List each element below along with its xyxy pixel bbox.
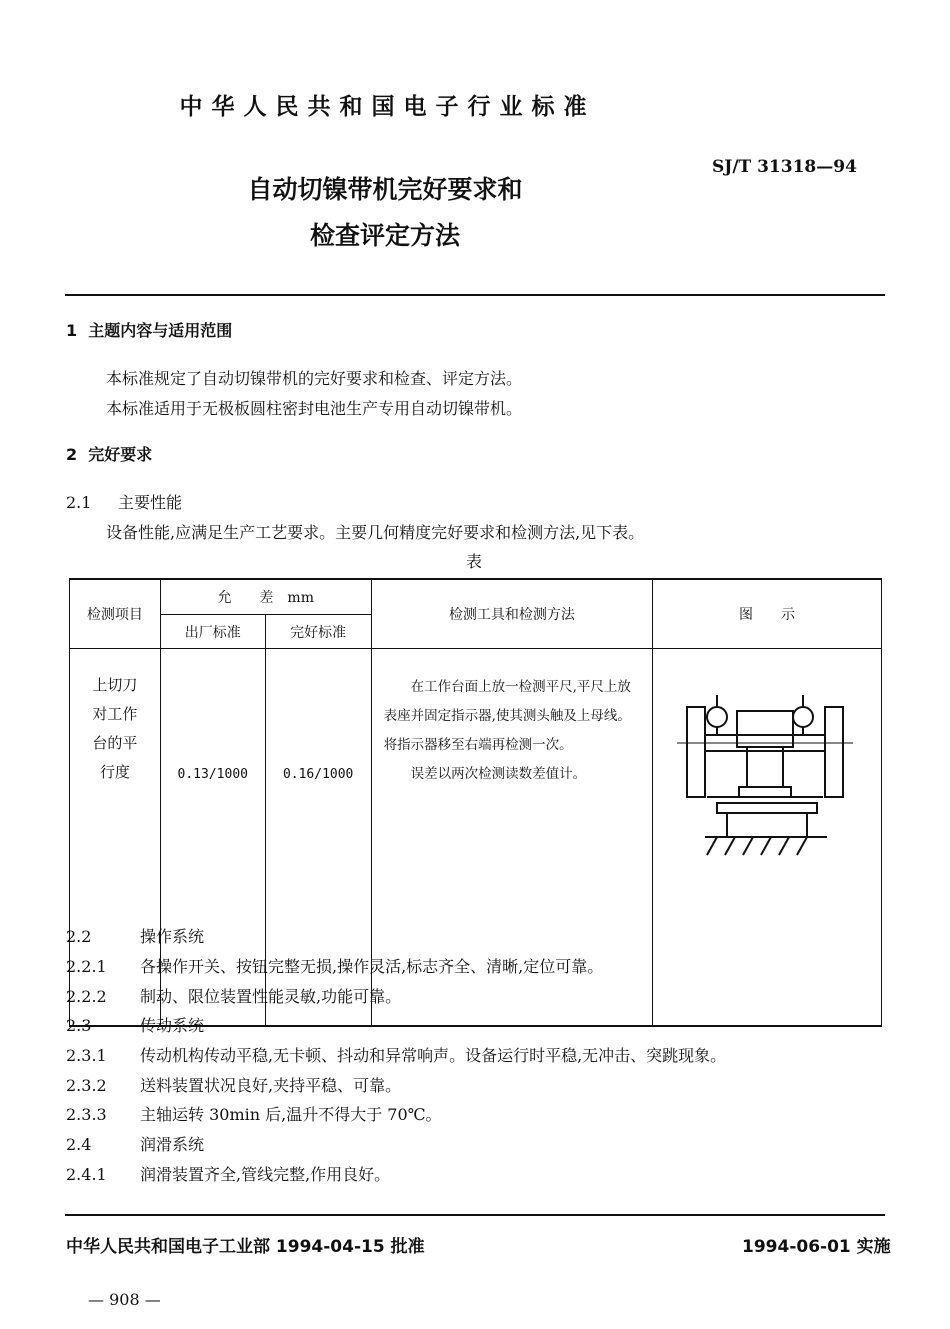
item-text: 制动、限位装置性能灵敏,功能可靠。 [140, 987, 402, 1006]
doc-title-line1: 自动切镍带机完好要求和 [247, 175, 523, 204]
header-method: 检测工具和检测方法 [371, 579, 652, 649]
item-text: 传动系统 [140, 1016, 205, 1035]
item-number: 2.3.1 [66, 1046, 107, 1065]
section21-number: 2.1 [66, 493, 92, 512]
header-item: 检测项目 [70, 579, 161, 649]
section2-heading: 2 完好要求 [66, 445, 153, 464]
section21-title: 主要性能 [118, 493, 183, 512]
item-number: 2.3 [66, 1016, 92, 1035]
row-item-line: 对工作 [92, 705, 138, 723]
row-item-line: 行度 [99, 763, 130, 781]
org-title: 中华人民共和国电子行业标准 [179, 94, 596, 120]
row-good-value: 0.16/1000 [265, 649, 371, 1027]
row-item-line: 台的平 [92, 734, 138, 752]
list-item [66, 1043, 726, 1066]
page-number: — 908 — [88, 1290, 161, 1309]
section21-text: 设备性能,应满足生产工艺要求。主要几何精度完好要求和检测方法,见下表。 [106, 523, 645, 542]
item-number: 2.4 [66, 1135, 92, 1154]
section1-heading: 1 主题内容与适用范围 [66, 321, 233, 340]
effective-date: 1994-06-01 实施 [742, 1237, 891, 1257]
section21-heading [66, 490, 182, 513]
list-item [66, 1132, 204, 1155]
item-text: 操作系统 [140, 927, 205, 946]
list-item [66, 1013, 204, 1036]
header-divider [65, 294, 885, 296]
item-number: 2.2.1 [66, 957, 107, 976]
method-text: 在工作台面上放一检测平尺,平尺上放表座并固定指示器,使其测头触及上母线。将指示器移至右端再检测一次。 [383, 679, 631, 753]
list-item [66, 1162, 390, 1185]
header-factory: 出厂标准 [160, 615, 265, 649]
item-text: 主轴运转 30min 后,温升不得大于 70℃。 [140, 1105, 442, 1124]
footer-divider [65, 1214, 885, 1216]
header-tolerance: 允 差 mm [160, 579, 371, 615]
item-text: 传动机构传动平稳,无卡顿、抖动和异常响声。设备运行时平稳,无冲击、突跳现象。 [140, 1046, 727, 1065]
list-item [66, 1102, 442, 1125]
header-figure: 图 示 [653, 579, 882, 649]
item-text: 润滑装置齐全,管线完整,作用良好。 [140, 1165, 391, 1184]
list-item [66, 1073, 401, 1096]
doc-title-line2: 检查评定方法 [309, 221, 460, 250]
header-good: 完好标准 [265, 615, 371, 649]
item-text: 各操作开关、按钮完整无损,操作灵活,标志齐全、清晰,定位可靠。 [140, 957, 604, 976]
row-figure [653, 649, 882, 1027]
standard-code: SJ/T 31318—94 [712, 157, 857, 177]
table-caption: 表 [466, 552, 483, 571]
table-header-row [70, 579, 882, 615]
section1-para2: 本标准适用于无极板圆柱密封电池生产专用自动切镍带机。 [106, 399, 523, 418]
machine-diagram-icon [677, 687, 857, 867]
item-number: 2.2 [66, 927, 92, 946]
item-text: 送料装置状况良好,夹持平稳、可靠。 [140, 1076, 402, 1095]
list-item [66, 984, 401, 1007]
method-note: 误差以两次检测读数差值计。 [410, 766, 587, 782]
section1-para1: 本标准规定了自动切镍带机的完好要求和检查、评定方法。 [106, 369, 523, 388]
row-factory-value: 0.13/1000 [160, 649, 265, 1027]
item-number: 2.4.1 [66, 1165, 107, 1184]
item-number: 2.3.2 [66, 1076, 107, 1095]
row-item-line: 上切刀 [92, 676, 138, 694]
item-number: 2.2.2 [66, 987, 107, 1006]
item-text: 润滑系统 [140, 1135, 205, 1154]
list-item [66, 954, 603, 977]
issuer-line: 中华人民共和国电子工业部 1994-04-15 批准 [66, 1237, 425, 1257]
item-number: 2.3.3 [66, 1105, 107, 1124]
list-item [66, 924, 204, 947]
